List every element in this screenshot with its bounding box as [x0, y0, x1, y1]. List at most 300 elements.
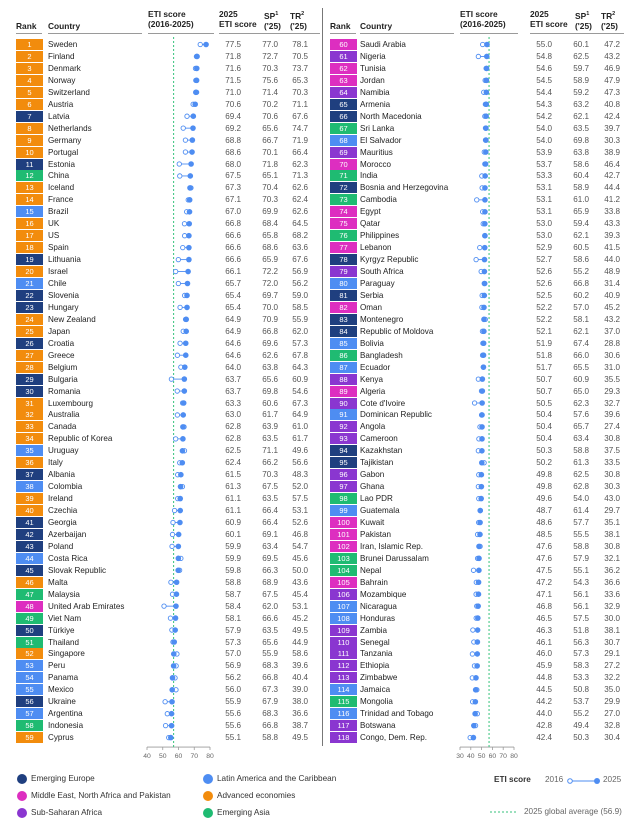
tr-value: 30.8 — [604, 434, 620, 444]
sp-value: 60.4 — [573, 171, 589, 181]
country-name: Bolivia — [360, 338, 384, 348]
sp-value: 67.5 — [262, 589, 278, 599]
legend-label: Latin America and the Caribbean — [217, 774, 337, 783]
eti-2025-marker — [194, 66, 200, 72]
eti-2025-marker — [174, 591, 180, 597]
rank-badge: 75 — [330, 218, 357, 229]
legend-swatch — [203, 774, 213, 784]
sp-value: 70.3 — [262, 195, 278, 205]
country-name: El Salvador — [360, 135, 402, 145]
header-sp-line2: ('25) — [264, 20, 281, 31]
sp-value: 60.2 — [573, 290, 589, 300]
rank-badge: 92 — [330, 421, 357, 432]
country-name: Egypt — [360, 207, 381, 217]
rank-badge: 86 — [330, 350, 357, 361]
eti-2025-marker — [483, 125, 489, 131]
header-sp-text: SP — [575, 10, 587, 21]
country-name: Iran, Islamic Rep. — [360, 541, 423, 551]
rank-badge: 79 — [330, 266, 357, 277]
score-2025: 49.8 — [536, 482, 552, 492]
legend-label: Advanced economies — [217, 791, 296, 800]
eti-2016-marker — [476, 54, 480, 58]
eti-2025-marker — [168, 735, 174, 741]
country-name: Georgia — [48, 518, 77, 527]
eti-2016-marker — [185, 114, 189, 118]
eti-2016-marker — [478, 245, 482, 249]
country-name: Luxembourg — [48, 398, 93, 408]
tr-value: 62.4 — [292, 195, 308, 205]
score-2025: 46.5 — [536, 613, 552, 623]
legend-item — [203, 807, 383, 819]
score-2025: 59.9 — [225, 541, 241, 551]
x-tick-label: 70 — [190, 753, 199, 761]
eti-2016-marker — [176, 281, 180, 285]
eti-2025-marker — [471, 735, 477, 741]
legend-label: Sub-Saharan Africa — [31, 808, 103, 817]
eti-key — [494, 774, 624, 788]
sp-value: 60.9 — [573, 374, 589, 384]
country-name: Norway — [48, 75, 76, 85]
score-2025: 60.1 — [225, 529, 241, 539]
eti-2025-marker — [476, 568, 482, 574]
eti-2025-marker — [481, 364, 487, 370]
score-2025: 61.5 — [225, 470, 241, 480]
rank-badge: 1 — [16, 39, 43, 50]
sp-value: 58.8 — [262, 733, 278, 743]
rank-badge: 31 — [16, 398, 43, 409]
eti-2025-marker — [478, 496, 484, 502]
sp-value: 63.4 — [262, 541, 278, 551]
score-2025: 57.3 — [225, 637, 241, 647]
rank-badge: 98 — [330, 493, 357, 504]
rank-badge: 114 — [330, 684, 357, 695]
rank-badge: 19 — [16, 254, 43, 265]
score-2025: 65.4 — [225, 290, 241, 300]
eti-2025-marker — [173, 603, 179, 609]
eti-2025-marker — [482, 233, 488, 239]
eti-2025-marker — [479, 400, 485, 406]
sp-value: 61.4 — [573, 506, 589, 516]
rank-badge: 93 — [330, 433, 357, 444]
eti-2025-marker — [482, 293, 488, 299]
eti-2025-marker — [483, 137, 489, 143]
rank-badge: 108 — [330, 613, 357, 624]
eti-2016-marker — [175, 389, 179, 393]
country-name: Republic of Moldova — [360, 326, 434, 336]
tr-value: 30.3 — [604, 135, 620, 145]
country-name: Thailand — [48, 637, 80, 647]
score-2025: 55.6 — [225, 709, 241, 719]
sp-value: 62.0 — [262, 601, 278, 611]
score-2025: 65.7 — [225, 279, 241, 288]
rank-badge: 97 — [330, 481, 357, 492]
country-name: Australia — [48, 410, 80, 420]
rank-badge: 101 — [330, 529, 357, 540]
rank-badge: 100 — [330, 517, 357, 528]
sp-value: 65.1 — [262, 171, 278, 181]
score-2025: 61.3 — [225, 482, 241, 492]
rank-badge: 82 — [330, 302, 357, 313]
sp-value: 62.5 — [573, 470, 589, 480]
score-2025: 64.0 — [225, 362, 241, 372]
eti-2025-marker — [471, 723, 477, 729]
average-key — [490, 806, 630, 818]
legend-swatch — [203, 791, 213, 801]
tr-value: 62.3 — [292, 159, 308, 169]
score-2025: 53.1 — [536, 195, 552, 205]
eti-2016-marker — [175, 353, 179, 357]
score-2025: 77.5 — [225, 40, 241, 49]
sp-value: 72.0 — [262, 279, 278, 288]
sp-value: 62.3 — [573, 398, 589, 408]
rank-badge: 83 — [330, 314, 357, 325]
header-sp-text: SP — [264, 10, 276, 21]
country-name: Albania — [48, 470, 76, 480]
rank-badge: 33 — [16, 421, 43, 432]
eti-2025-marker — [203, 42, 209, 48]
eti-2016-marker — [474, 257, 478, 261]
rank-badge: 67 — [330, 123, 357, 134]
sp-value: 66.4 — [262, 506, 278, 516]
legend-label: Middle East, North Africa and Pakistan — [31, 791, 171, 800]
sp-value: 63.5 — [262, 494, 278, 504]
eti-2025-marker — [183, 340, 189, 346]
eti-2025-marker — [190, 125, 196, 131]
eti-2025-marker — [481, 305, 487, 311]
eti-2025-marker — [176, 544, 182, 550]
tr-value: 56.6 — [292, 458, 308, 468]
tr-value: 49.5 — [292, 733, 308, 743]
tr-value: 62.6 — [292, 207, 308, 217]
sp-value: 66.3 — [262, 565, 278, 575]
country-name: Bosnia and Herzegovina — [360, 183, 449, 193]
tr-value: 65.3 — [292, 75, 308, 85]
country-name: Panama — [48, 673, 79, 683]
eti-2025-marker — [187, 209, 193, 215]
rank-badge: 9 — [16, 135, 43, 146]
eti-2025-marker — [484, 90, 490, 96]
country-name: Senegal — [360, 637, 390, 647]
eti-2025-marker — [169, 699, 175, 705]
rank-badge: 26 — [16, 338, 43, 349]
tr-value: 39.7 — [604, 123, 620, 133]
rank-badge: 47 — [16, 589, 43, 600]
country-name: Zimbabwe — [360, 673, 398, 683]
rank-badge: 56 — [16, 696, 43, 707]
score-2025: 52.1 — [536, 326, 552, 336]
tr-value: 71.3 — [292, 171, 308, 181]
eti-2025-marker — [183, 352, 189, 358]
country-name: Armenia — [360, 99, 391, 109]
tr-value: 62.6 — [292, 183, 308, 193]
rank-badge: 39 — [16, 493, 43, 504]
country-name: Kuwait — [360, 518, 385, 527]
sp-value: 62.8 — [573, 482, 589, 492]
sp-value: 63.8 — [262, 362, 278, 372]
rank-badge: 63 — [330, 75, 357, 86]
country-name: Republic of Korea — [48, 434, 113, 444]
eti-2016-marker — [169, 377, 173, 381]
tr-value: 30.7 — [604, 637, 620, 647]
score-2025: 65.4 — [225, 302, 241, 312]
rank-badge: 13 — [16, 182, 43, 193]
rank-badge: 42 — [16, 529, 43, 540]
country-name: Montenegro — [360, 314, 404, 324]
sp-value: 60.5 — [573, 243, 589, 253]
score-2025: 54.5 — [536, 75, 552, 85]
rank-badge: 116 — [330, 708, 357, 719]
eti-2025-marker — [483, 113, 489, 119]
country-name: Kenya — [360, 374, 383, 384]
sp-value: 70.1 — [262, 147, 278, 157]
eti-2016-marker — [173, 269, 177, 273]
country-name: Latvia — [48, 111, 70, 121]
score-2025: 58.1 — [225, 613, 241, 623]
score-2025: 63.3 — [225, 398, 241, 408]
rank-badge: 87 — [330, 362, 357, 373]
sp-value: 71.4 — [262, 87, 278, 97]
country-name: Algeria — [360, 386, 386, 396]
score-2025: 53.3 — [536, 171, 552, 181]
tr-value: 46.9 — [604, 63, 620, 73]
tr-value: 57.5 — [292, 494, 308, 504]
eti-2025-marker — [194, 54, 200, 60]
sp-value: 56.1 — [573, 589, 589, 599]
score-2025: 66.1 — [225, 267, 241, 277]
score-2025: 42.8 — [536, 721, 552, 731]
country-name: Indonesia — [48, 721, 84, 731]
score-2025: 52.9 — [536, 243, 552, 253]
country-name: Lebanon — [360, 243, 392, 253]
header-score-line2: ETI score — [219, 19, 257, 29]
country-name: Mozambique — [360, 589, 407, 599]
eti-2025-marker — [174, 579, 180, 585]
legend-swatch — [203, 808, 213, 818]
sp-value: 69.8 — [573, 135, 589, 145]
rank-badge: 60 — [330, 39, 357, 50]
score-2025: 49.8 — [536, 470, 552, 480]
eti-2025-marker — [182, 388, 188, 394]
eti-2025-marker — [473, 687, 479, 693]
tr-value: 43.2 — [604, 51, 620, 61]
eti-2025-marker — [479, 484, 485, 490]
eti-2025-marker — [178, 472, 184, 478]
tr-value: 37.5 — [604, 446, 620, 456]
sp-value: 66.8 — [262, 721, 278, 731]
x-tick-label: 50 — [158, 753, 167, 761]
rank-badge: 84 — [330, 326, 357, 337]
sp-value: 57.5 — [573, 613, 589, 623]
tr-value: 48.3 — [292, 470, 308, 480]
score-2025: 58.4 — [225, 601, 241, 611]
rank-badge: 111 — [330, 648, 357, 659]
country-name: Mexico — [48, 685, 74, 695]
tr-value: 32.8 — [604, 721, 620, 731]
rank-badge: 28 — [16, 362, 43, 373]
country-name: Trinidad and Tobago — [360, 709, 434, 719]
tr-value: 32.9 — [604, 601, 620, 611]
tr-value: 36.6 — [292, 709, 308, 719]
eti-2025-marker — [482, 221, 488, 227]
rank-badge: 106 — [330, 589, 357, 600]
score-2025: 47.5 — [536, 565, 552, 575]
score-2025: 53.7 — [536, 159, 552, 169]
tr-value: 38.9 — [604, 147, 620, 157]
country-name: Portugal — [48, 147, 79, 157]
tr-value: 64.3 — [292, 362, 308, 372]
rank-badge: 59 — [16, 732, 43, 743]
eti-2025-marker — [484, 54, 490, 60]
tr-value: 74.7 — [292, 123, 308, 133]
country-name: Bangladesh — [360, 350, 403, 360]
sp-value: 68.9 — [262, 577, 278, 587]
rank-badge: 89 — [330, 386, 357, 397]
sp-value: 75.6 — [262, 75, 278, 85]
eti-2025-marker — [170, 675, 176, 681]
score-2025: 54.8 — [536, 51, 552, 61]
country-name: Ghana — [360, 482, 385, 492]
eti-2025-marker — [187, 197, 193, 203]
tr-value: 52.6 — [292, 518, 308, 527]
score-2025: 53.1 — [536, 207, 552, 217]
score-2025: 68.0 — [225, 159, 241, 169]
score-2025: 54.4 — [536, 87, 552, 97]
rank-badge: 66 — [330, 111, 357, 122]
country-name: Morocco — [360, 159, 392, 169]
score-2025: 60.9 — [225, 518, 241, 527]
country-name: New Zealand — [48, 314, 96, 324]
eti-2016-marker — [176, 257, 180, 261]
country-name: Uruguay — [48, 446, 79, 456]
score-2025: 54.0 — [536, 123, 552, 133]
x-tick-label: 30 — [456, 753, 464, 761]
country-name: Hungary — [48, 302, 79, 312]
country-name: Argentina — [48, 709, 83, 719]
tr-value: 29.7 — [604, 506, 620, 516]
country-name: France — [48, 195, 74, 205]
tr-value: 55.9 — [292, 314, 308, 324]
score-2025: 52.2 — [536, 314, 552, 324]
rank-badge: 77 — [330, 242, 357, 253]
header-eti-line2: (2016-2025) — [148, 19, 194, 29]
tr-value: 47.3 — [604, 87, 620, 97]
eti-2025-marker — [173, 615, 179, 621]
tr-value: 56.9 — [292, 267, 308, 277]
sp-value: 62.5 — [573, 51, 589, 61]
eti-2016-marker — [163, 723, 167, 727]
tr-value: 54.7 — [292, 541, 308, 551]
rank-badge: 96 — [330, 469, 357, 480]
country-name: Canada — [48, 422, 77, 432]
rank-badge: 57 — [16, 708, 43, 719]
sp-value: 66.6 — [262, 613, 278, 623]
score-2025: 49.6 — [536, 494, 552, 504]
eti-2025-marker — [479, 460, 485, 466]
sp-value: 59.2 — [573, 87, 589, 97]
sp-value: 63.2 — [573, 99, 589, 109]
rank-badge: 52 — [16, 648, 43, 659]
sp-value: 55.1 — [573, 565, 589, 575]
rank-badge: 103 — [330, 553, 357, 564]
eti-2025-marker — [476, 591, 482, 597]
country-name: Ukraine — [48, 697, 76, 707]
score-2025: 50.4 — [536, 434, 552, 444]
legend-label: Emerging Asia — [217, 808, 270, 817]
score-2025: 53.0 — [536, 219, 552, 229]
eti-2016-marker — [472, 401, 476, 405]
rank-badge: 65 — [330, 99, 357, 110]
eti-2025-marker — [191, 113, 197, 119]
country-name: Japan — [48, 326, 71, 336]
tr-value: 63.6 — [292, 243, 308, 253]
eti-2025-marker — [182, 376, 188, 382]
eti-2025-marker — [481, 317, 487, 323]
tr-value: 30.8 — [604, 470, 620, 480]
eti-2025-marker — [479, 436, 485, 442]
country-name: Malaysia — [48, 589, 80, 599]
eti-2025-marker — [185, 269, 191, 275]
eti-2025-marker — [482, 185, 488, 191]
sp-value: 57.9 — [573, 553, 589, 563]
sp-value: 65.9 — [262, 255, 278, 265]
country-name: Türkiye — [48, 625, 75, 635]
score-2025: 52.2 — [536, 302, 552, 312]
country-name: Singapore — [48, 649, 85, 659]
sp-value: 51.8 — [573, 625, 589, 635]
score-2025: 47.6 — [536, 541, 552, 551]
score-2025: 56.2 — [225, 673, 241, 683]
eti-dot-chart-right — [330, 0, 624, 768]
score-2025: 58.8 — [225, 577, 241, 587]
sp-value: 65.6 — [262, 374, 278, 384]
score-2025: 55.6 — [225, 721, 241, 731]
rank-badge: 21 — [16, 278, 43, 289]
score-2025: 63.0 — [225, 410, 241, 420]
score-2025: 44.0 — [536, 709, 552, 719]
legend-swatch — [17, 791, 27, 801]
score-2025: 53.9 — [536, 147, 552, 157]
score-2025: 64.6 — [225, 338, 241, 348]
eti-2025-marker — [183, 329, 189, 335]
rank-badge: 24 — [16, 314, 43, 325]
score-2025: 48.6 — [536, 518, 552, 527]
tr-value: 45.6 — [292, 553, 308, 563]
eti-2025-marker — [171, 663, 177, 669]
sp-value: 49.4 — [573, 721, 589, 731]
eti-2016-marker — [198, 42, 202, 46]
score-2025: 46.0 — [536, 649, 552, 659]
eti-2025-marker — [482, 209, 488, 215]
country-name: Iceland — [48, 183, 75, 193]
country-name: Croatia — [48, 338, 75, 348]
rank-badge: 41 — [16, 517, 43, 528]
country-name: Mauritius — [360, 147, 393, 157]
country-name: Cote d'Ivoire — [360, 398, 406, 408]
eti-2016-marker — [471, 628, 475, 632]
country-name: Spain — [48, 243, 69, 253]
eti-2025-marker — [177, 520, 183, 526]
eti-2025-marker — [169, 711, 175, 717]
country-name: Greece — [48, 350, 75, 360]
rank-badge: 62 — [330, 63, 357, 74]
header-score-line1: 2025 — [530, 9, 549, 19]
tr-value: 67.8 — [292, 350, 308, 360]
header-sp-line2: ('25) — [575, 20, 592, 31]
rank-badge: 117 — [330, 720, 357, 731]
score-2025: 57.0 — [225, 649, 241, 659]
tr-value: 58.6 — [292, 649, 308, 659]
sp-value: 66.0 — [573, 350, 589, 360]
